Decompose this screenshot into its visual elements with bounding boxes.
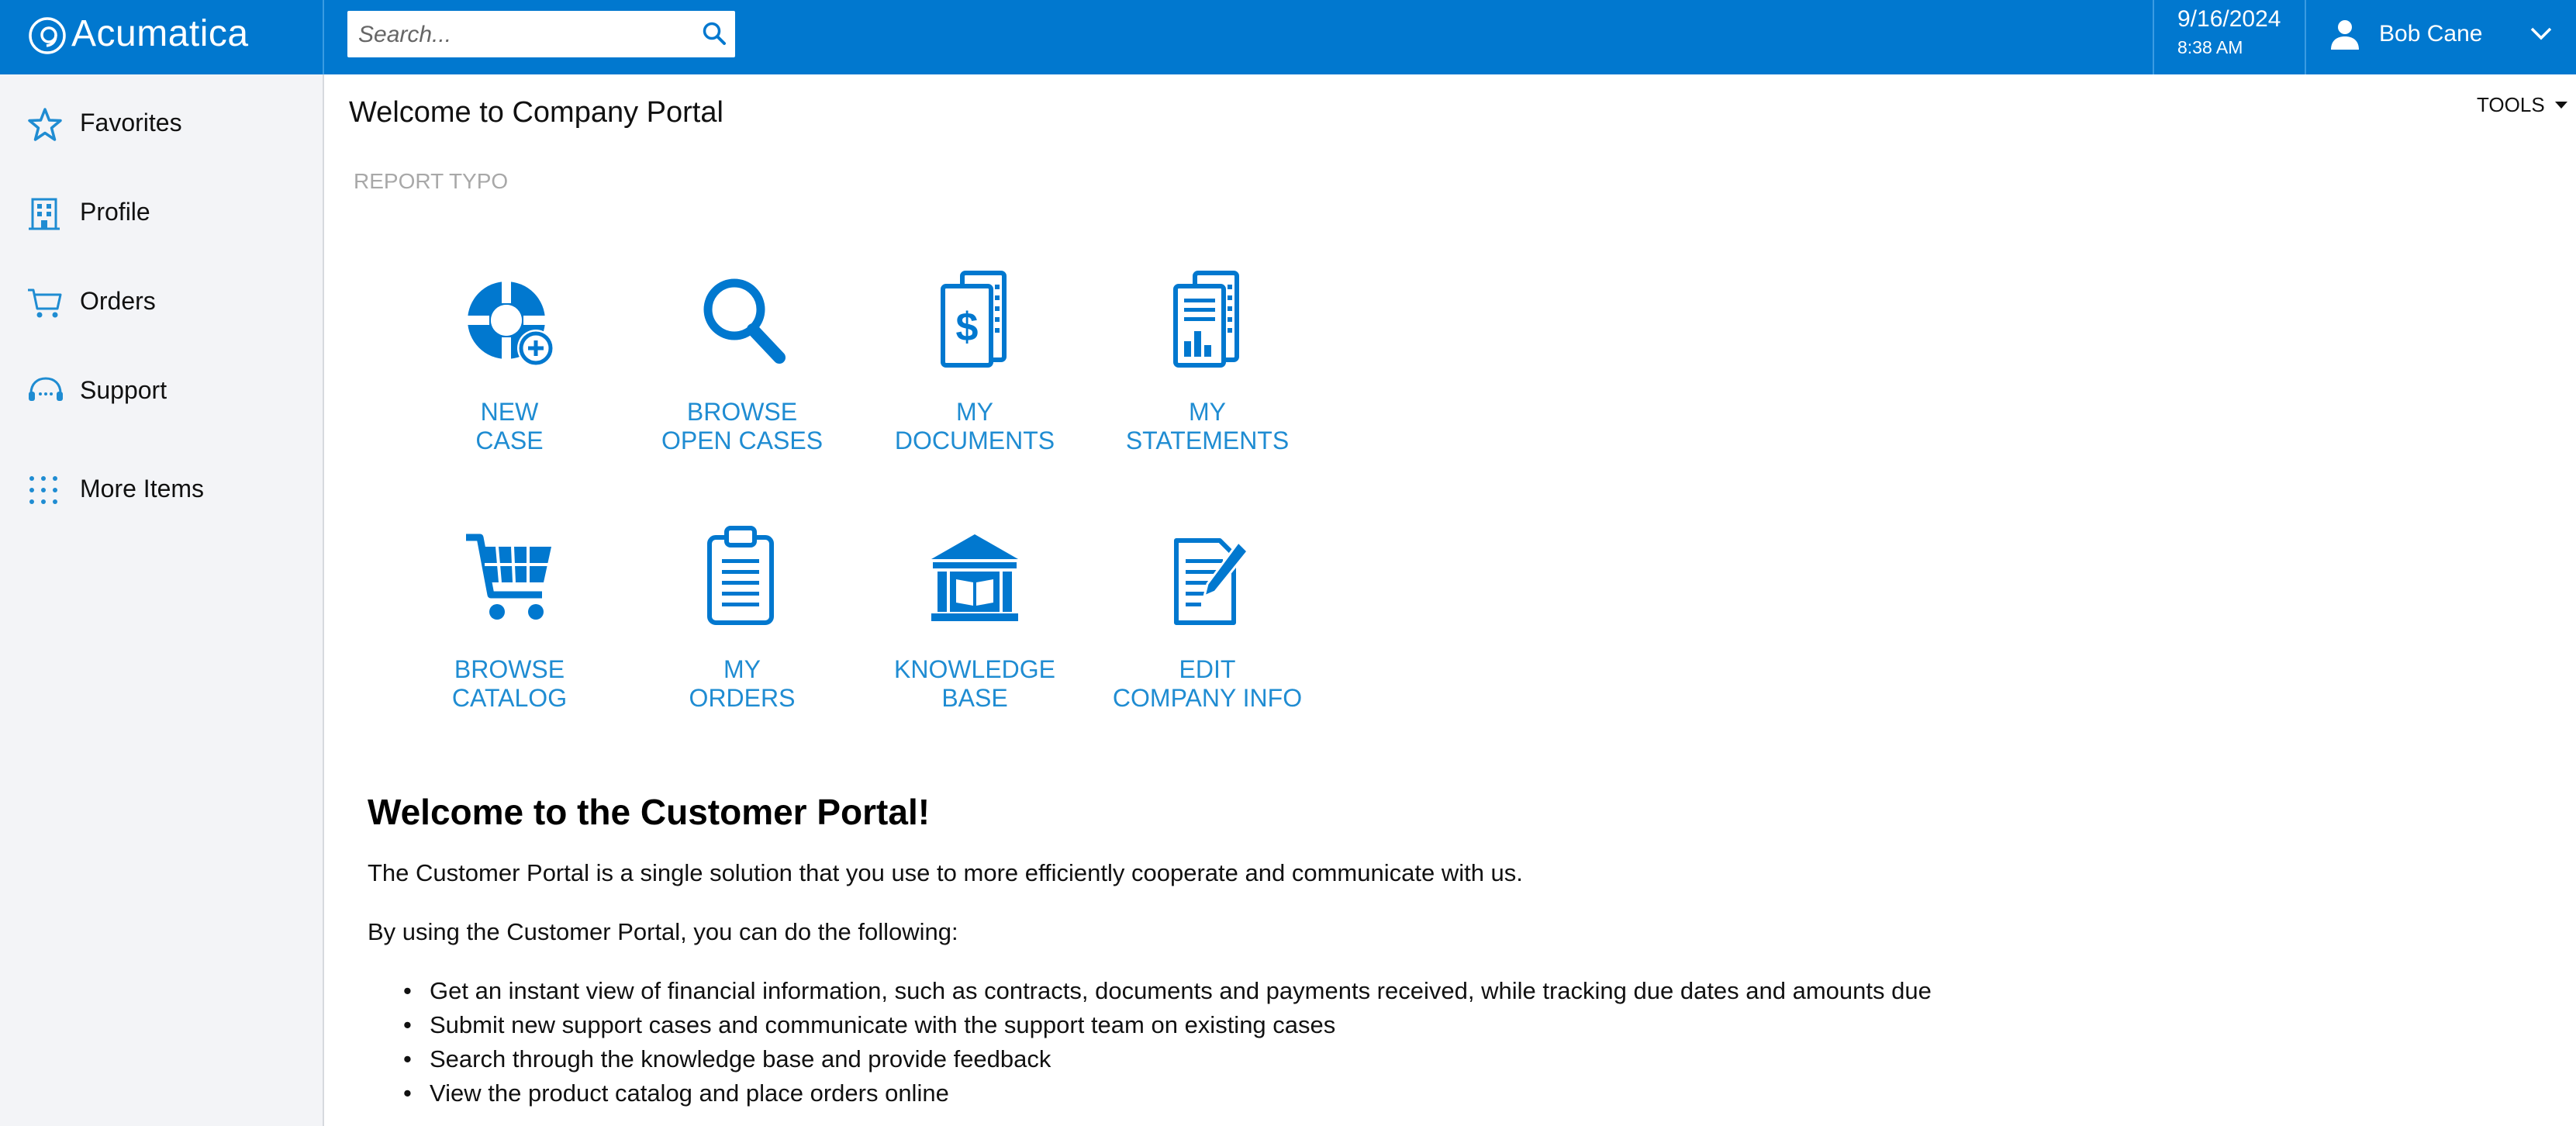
tile-browse-catalog[interactable] bbox=[409, 525, 610, 758]
building-icon bbox=[26, 196, 62, 232]
tools-menu[interactable]: TOOLS bbox=[2477, 93, 2545, 116]
app-logo[interactable] bbox=[0, 0, 323, 74]
list-item: • Submit new support cases and communicate with the support team on existing cases bbox=[368, 1008, 1932, 1042]
acumatica-logo-icon bbox=[28, 16, 67, 55]
sidebar-item-label: Favorites bbox=[80, 109, 182, 136]
sidebar-item-label: Profile bbox=[80, 198, 150, 226]
tile-label: BROWSE CATALOG bbox=[451, 655, 568, 712]
tile-label: NEW CASE bbox=[475, 398, 544, 454]
sidebar-item-label: Orders bbox=[80, 287, 156, 315]
tile-browse-open-cases[interactable] bbox=[641, 268, 843, 500]
tile-label: MY DOCUMENTS bbox=[894, 398, 1055, 454]
clipboard-icon bbox=[696, 525, 789, 626]
list-item: • Get an instant view of financial information, such as contracts, documents and payments received, while tracking due dates and amounts due bbox=[368, 974, 1932, 1008]
current-time: 8:38 AM bbox=[2177, 37, 2243, 57]
tile-knowledge-base[interactable] bbox=[874, 525, 1076, 758]
star-icon bbox=[26, 107, 64, 143]
list-item: • Search through the knowledge base and provide feedback bbox=[368, 1042, 1932, 1076]
sidebar-item-profile[interactable] bbox=[0, 179, 323, 241]
cart-icon bbox=[26, 285, 64, 321]
divider bbox=[2305, 0, 2306, 74]
tile-edit-company-info[interactable] bbox=[1107, 525, 1308, 758]
svg-text:$: $ bbox=[955, 305, 979, 350]
shopping-cart-icon bbox=[463, 525, 556, 626]
user-name[interactable]: Bob Cane bbox=[2379, 21, 2483, 47]
sidebar-item-more-items[interactable] bbox=[0, 456, 323, 518]
app-name: Acumatica bbox=[71, 13, 249, 54]
headset-icon bbox=[26, 375, 65, 410]
page-title: Welcome to Company Portal bbox=[349, 96, 723, 129]
search-box[interactable] bbox=[347, 11, 735, 57]
sidebar-item-orders[interactable] bbox=[0, 268, 323, 330]
tile-my-orders[interactable] bbox=[641, 525, 843, 758]
user-icon[interactable] bbox=[2329, 19, 2360, 51]
tile-my-documents[interactable] bbox=[874, 268, 1076, 500]
intro-paragraph: The Customer Portal is a single solution that you use to more efficiently cooperate and communicate with us. bbox=[368, 859, 1523, 886]
grid-dots-icon bbox=[26, 473, 60, 507]
lead-paragraph: By using the Customer Portal, you can do the following: bbox=[368, 918, 958, 945]
dollar-document-icon bbox=[928, 268, 1021, 368]
report-typo-link[interactable]: REPORT TYPO bbox=[354, 169, 509, 193]
tile-label: MY STATEMENTS bbox=[1125, 398, 1290, 454]
divider bbox=[2153, 0, 2154, 74]
divider bbox=[323, 0, 324, 74]
search-input[interactable] bbox=[357, 17, 685, 53]
search-icon[interactable] bbox=[701, 20, 727, 47]
current-date: 9/16/2024 bbox=[2177, 6, 2281, 32]
library-icon bbox=[928, 525, 1021, 626]
tile-new-case[interactable] bbox=[409, 268, 610, 500]
magnifier-icon bbox=[696, 268, 789, 368]
lifebuoy-plus-icon bbox=[463, 268, 556, 368]
caret-down-icon[interactable] bbox=[2555, 102, 2567, 109]
welcome-heading: Welcome to the Customer Portal! bbox=[368, 792, 931, 832]
sidebar-item-favorites[interactable] bbox=[0, 90, 323, 152]
chart-document-icon bbox=[1161, 268, 1254, 368]
tile-label: EDIT COMPANY INFO bbox=[1112, 655, 1303, 712]
feature-list bbox=[368, 974, 1932, 1110]
top-bar bbox=[0, 0, 2576, 74]
list-item: • View the product catalog and place orders online bbox=[368, 1076, 1932, 1110]
edit-document-icon bbox=[1161, 525, 1254, 626]
sidebar-item-label: More Items bbox=[80, 475, 205, 503]
chevron-down-icon[interactable] bbox=[2529, 26, 2553, 42]
tile-label: KNOWLEDGE BASE bbox=[893, 655, 1056, 712]
sidebar-item-label: Support bbox=[80, 376, 167, 404]
tile-my-statements[interactable] bbox=[1107, 268, 1308, 500]
tile-label: MY ORDERS bbox=[689, 655, 796, 712]
tile-label: BROWSE OPEN CASES bbox=[661, 398, 824, 454]
sidebar bbox=[0, 74, 324, 1126]
sidebar-item-support[interactable] bbox=[0, 357, 323, 420]
